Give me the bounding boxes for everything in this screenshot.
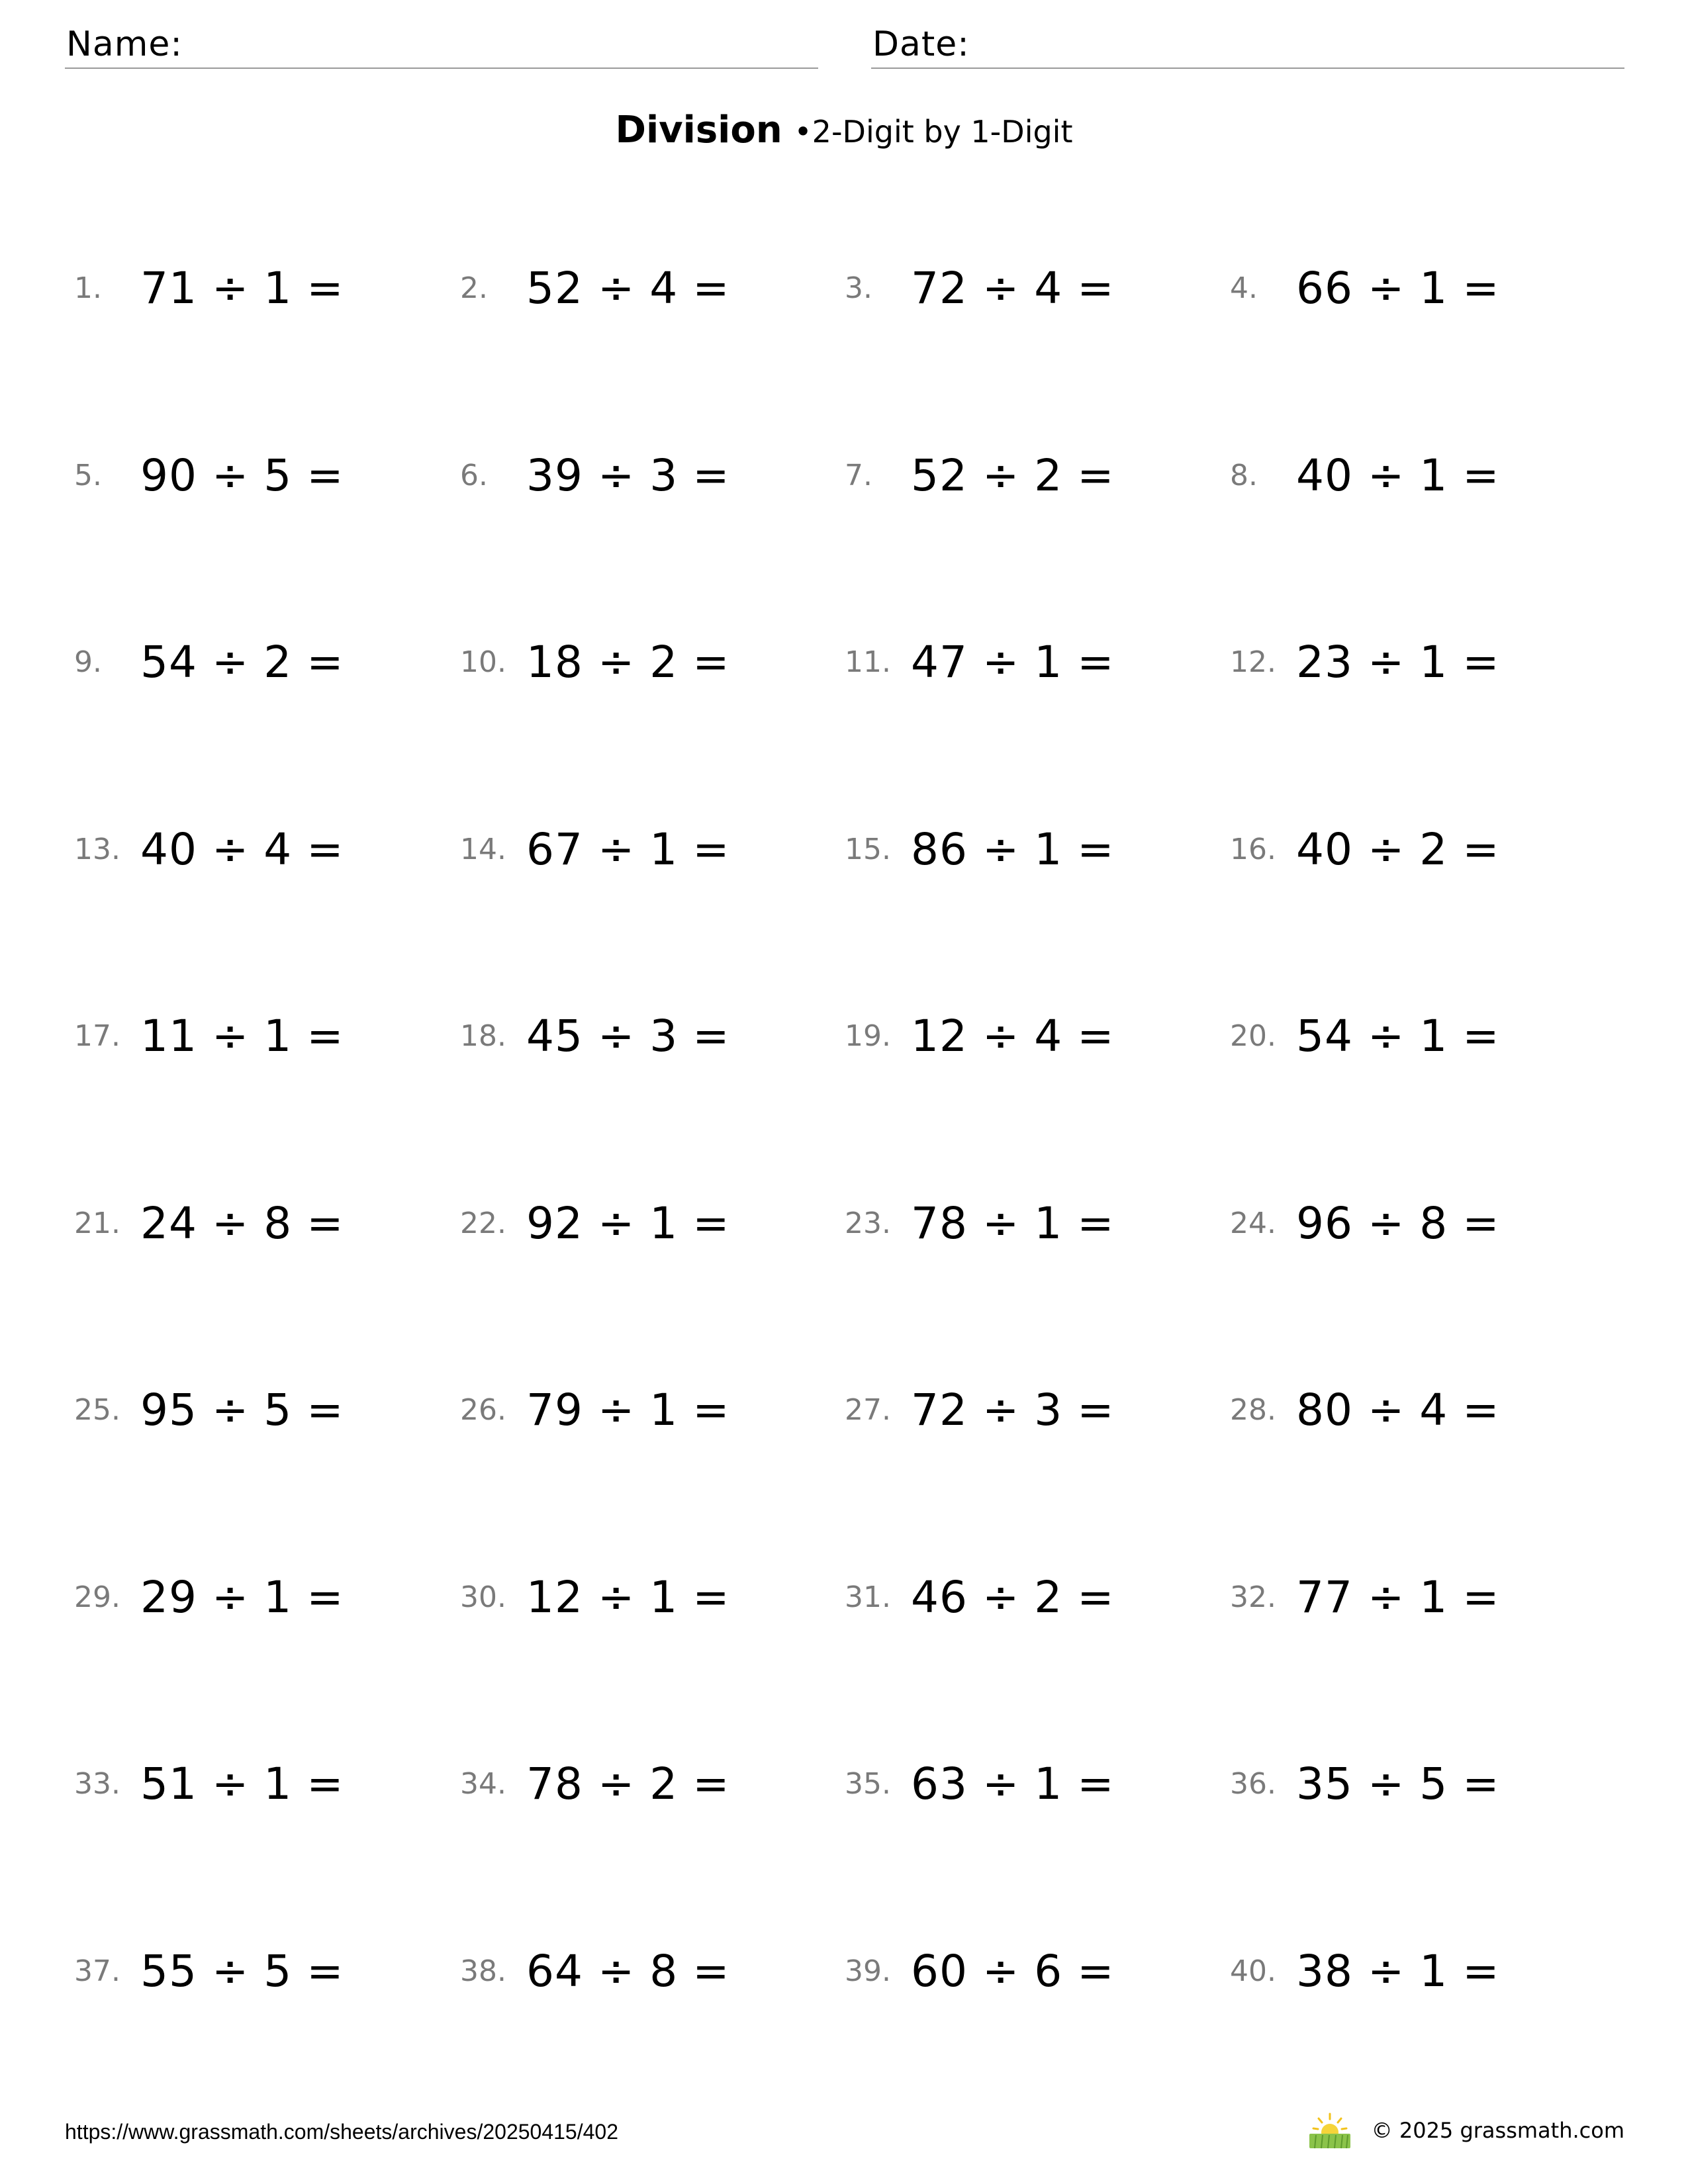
problem-expression: 45 ÷ 3 = [526, 1011, 730, 1062]
problem-expression: 60 ÷ 6 = [911, 1946, 1115, 1997]
problem-number: 12. [1230, 645, 1276, 679]
problem-expression: 92 ÷ 1 = [526, 1198, 730, 1249]
problem-expression: 12 ÷ 1 = [526, 1572, 730, 1623]
problem-expression: 29 ÷ 1 = [140, 1572, 344, 1623]
problem-number: 37. [74, 1954, 120, 1988]
title-separator: • [794, 114, 812, 150]
problem-number: 11. [845, 645, 891, 679]
problem-number: 9. [74, 645, 102, 679]
problem-number: 13. [74, 833, 120, 866]
problem-number: 1. [74, 271, 102, 305]
problem-number: 17. [74, 1019, 120, 1053]
problem-expression: 72 ÷ 3 = [911, 1385, 1115, 1435]
problem-number: 32. [1230, 1580, 1276, 1614]
problem-number: 25. [74, 1393, 120, 1427]
problem-expression: 79 ÷ 1 = [526, 1385, 730, 1435]
problem-expression: 35 ÷ 5 = [1296, 1758, 1500, 1809]
problem-expression: 46 ÷ 2 = [911, 1572, 1115, 1623]
problem-expression: 67 ÷ 1 = [526, 824, 730, 875]
problem-number: 34. [460, 1767, 506, 1801]
sun-over-grass-logo-icon [1307, 2111, 1353, 2150]
problem-expression: 77 ÷ 1 = [1296, 1572, 1500, 1623]
problem-expression: 96 ÷ 8 = [1296, 1198, 1500, 1249]
problem-expression: 39 ÷ 3 = [526, 450, 730, 501]
problem-expression: 86 ÷ 1 = [911, 824, 1115, 875]
problem-number: 22. [460, 1206, 506, 1240]
title-subtitle: 2-Digit by 1-Digit [812, 114, 1073, 150]
problem-expression: 71 ÷ 1 = [140, 263, 344, 314]
name-label: Name: [66, 24, 183, 64]
problem-number: 4. [1230, 271, 1258, 305]
problem-number: 8. [1230, 459, 1258, 492]
problem-expression: 40 ÷ 4 = [140, 824, 344, 875]
problem-number: 36. [1230, 1767, 1276, 1801]
problem-expression: 18 ÷ 2 = [526, 637, 730, 688]
problem-number: 29. [74, 1580, 120, 1614]
problem-number: 6. [460, 459, 488, 492]
problem-expression: 64 ÷ 8 = [526, 1946, 730, 1997]
problem-expression: 52 ÷ 2 = [911, 450, 1115, 501]
problem-number: 16. [1230, 833, 1276, 866]
problem-number: 15. [845, 833, 891, 866]
problem-number: 21. [74, 1206, 120, 1240]
problem-expression: 40 ÷ 2 = [1296, 824, 1500, 875]
problem-number: 19. [845, 1019, 891, 1053]
problem-number: 30. [460, 1580, 506, 1614]
problem-expression: 78 ÷ 1 = [911, 1198, 1115, 1249]
problem-number: 33. [74, 1767, 120, 1801]
date-label: Date: [872, 24, 970, 64]
problem-number: 7. [845, 459, 872, 492]
problem-number: 26. [460, 1393, 506, 1427]
problem-number: 39. [845, 1954, 891, 1988]
problem-number: 31. [845, 1580, 891, 1614]
problem-number: 28. [1230, 1393, 1276, 1427]
footer-url: https://www.grassmath.com/sheets/archives/20250415/402 [65, 2120, 618, 2144]
problem-expression: 90 ÷ 5 = [140, 450, 344, 501]
problem-expression: 12 ÷ 4 = [911, 1011, 1115, 1062]
problem-expression: 51 ÷ 1 = [140, 1758, 344, 1809]
problem-expression: 72 ÷ 4 = [911, 263, 1115, 314]
copyright-text: © 2025 grassmath.com [1371, 2118, 1624, 2143]
title-main: Division [615, 109, 782, 152]
problem-number: 14. [460, 833, 506, 866]
problem-expression: 55 ÷ 5 = [140, 1946, 344, 1997]
problem-expression: 63 ÷ 1 = [911, 1758, 1115, 1809]
problem-expression: 52 ÷ 4 = [526, 263, 730, 314]
problem-number: 23. [845, 1206, 891, 1240]
problem-number: 27. [845, 1393, 891, 1427]
problem-expression: 24 ÷ 8 = [140, 1198, 344, 1249]
problem-expression: 80 ÷ 4 = [1296, 1385, 1500, 1435]
problem-number: 3. [845, 271, 872, 305]
problem-expression: 95 ÷ 5 = [140, 1385, 344, 1435]
problem-number: 2. [460, 271, 488, 305]
problem-number: 24. [1230, 1206, 1276, 1240]
footer-brand [1307, 2107, 1624, 2154]
problem-expression: 11 ÷ 1 = [140, 1011, 344, 1062]
problem-expression: 23 ÷ 1 = [1296, 637, 1500, 688]
problem-number: 20. [1230, 1019, 1276, 1053]
problem-number: 35. [845, 1767, 891, 1801]
problem-expression: 47 ÷ 1 = [911, 637, 1115, 688]
problem-expression: 40 ÷ 1 = [1296, 450, 1500, 501]
problem-expression: 54 ÷ 1 = [1296, 1011, 1500, 1062]
problem-expression: 38 ÷ 1 = [1296, 1946, 1500, 1997]
problem-number: 18. [460, 1019, 506, 1053]
problem-expression: 54 ÷ 2 = [140, 637, 344, 688]
problem-number: 10. [460, 645, 506, 679]
problem-number: 38. [460, 1954, 506, 1988]
problem-expression: 78 ÷ 2 = [526, 1758, 730, 1809]
problem-number: 40. [1230, 1954, 1276, 1988]
problem-expression: 66 ÷ 1 = [1296, 263, 1500, 314]
problem-number: 5. [74, 459, 102, 492]
